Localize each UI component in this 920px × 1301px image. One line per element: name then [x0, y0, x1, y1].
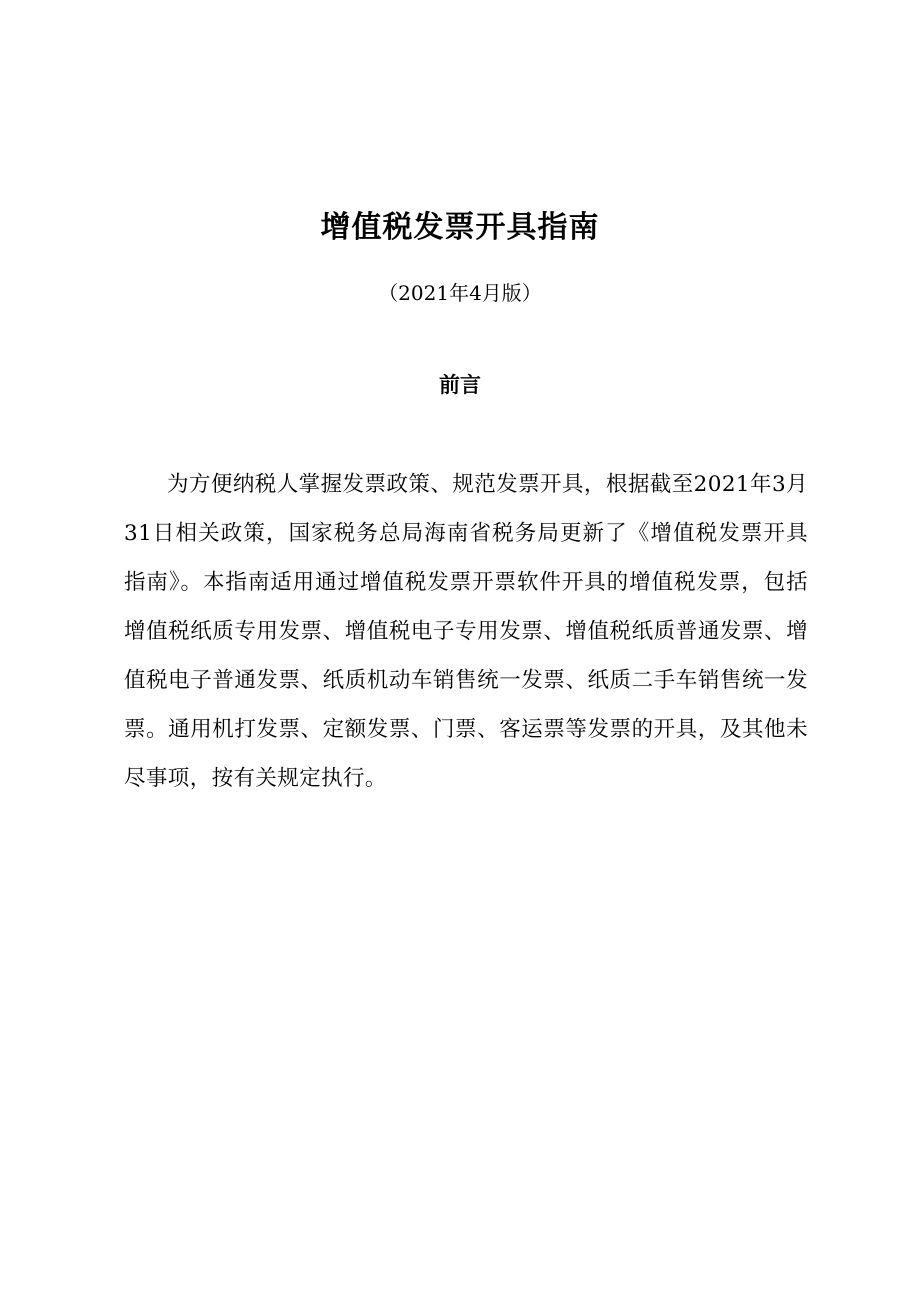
document-edition: （2021年4月版）	[378, 281, 542, 305]
preface-paragraph: 为方便纳税人掌握发票政策、规范发票开具，根据截至2021年3月31日相关政策，国家税务总局海南省税务局更新了《增值税发票开具指南》。本指南适用通过增值税发票开票软件开具的增值税发票，包括增值税纸质专用发票、增值税电子专用发票、增值税纸质普通发票、增值税电子普通发票、纸质机动车销售统一发票、纸质二手车销售统一发票。通用机打发票、定额发票、门票、客运票等发票的开具，及其他未尽事项，按有关规定执行。	[124, 472, 808, 791]
section-title-preface: 前言	[439, 373, 481, 397]
document-title: 增值税发票开具指南	[320, 210, 600, 245]
